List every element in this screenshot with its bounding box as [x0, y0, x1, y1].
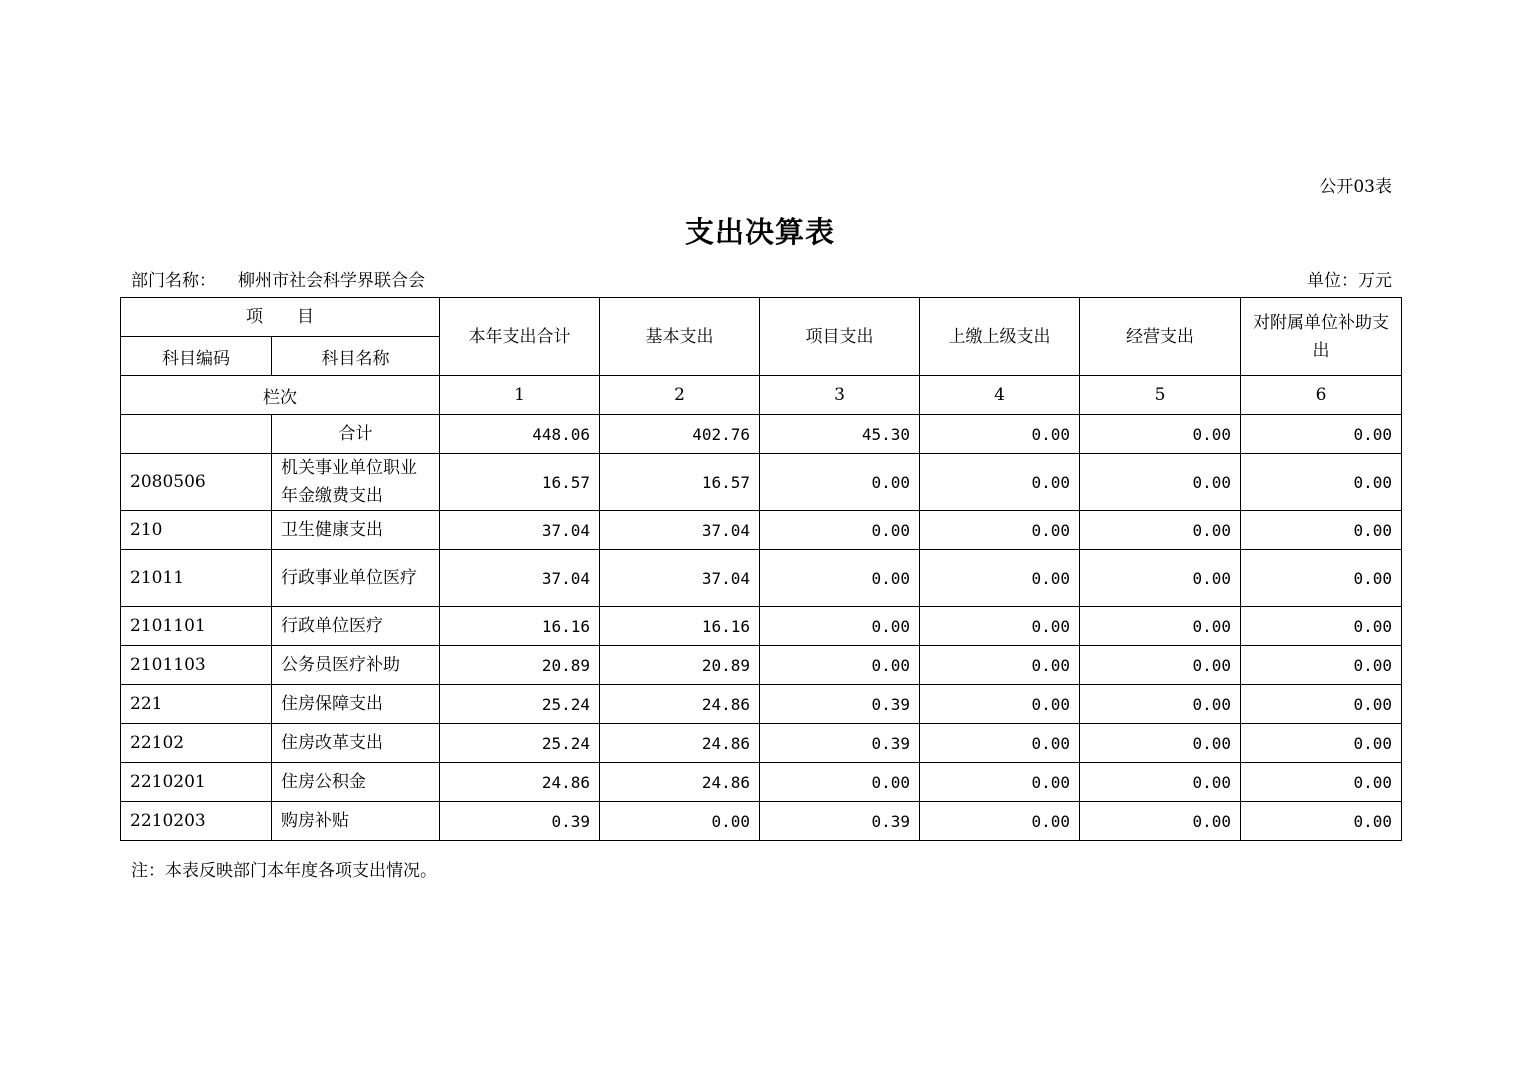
value-cell: 0.00 [1080, 511, 1241, 550]
header-project: 项目支出 [760, 298, 920, 376]
value-cell: 0.00 [1080, 415, 1241, 454]
value-cell: 0.39 [440, 802, 600, 841]
value-cell: 0.00 [1241, 685, 1402, 724]
subject-name: 机关事业单位职业年金缴费支出 [272, 454, 440, 511]
value-cell: 0.00 [1241, 415, 1402, 454]
value-cell: 0.00 [1080, 763, 1241, 802]
value-cell: 20.89 [440, 646, 600, 685]
table-row [121, 646, 1402, 685]
value-cell: 0.00 [920, 511, 1080, 550]
value-cell: 0.00 [1241, 550, 1402, 607]
subject-code: 2210201 [121, 763, 272, 802]
value-cell: 0.39 [760, 802, 920, 841]
seq-cell: 5 [1080, 376, 1241, 415]
header-upper: 上缴上级支出 [920, 298, 1080, 376]
value-cell: 37.04 [600, 511, 760, 550]
value-cell: 0.00 [1080, 550, 1241, 607]
value-cell: 25.24 [440, 724, 600, 763]
department-value: 柳州市社会科学界联合会 [238, 271, 425, 291]
value-cell: 0.39 [760, 685, 920, 724]
value-cell: 0.00 [1241, 607, 1402, 646]
table-row [121, 724, 1402, 763]
page-title: 支出决算表 [684, 215, 835, 249]
value-cell: 0.00 [1241, 511, 1402, 550]
subject-name: 住房公积金 [272, 763, 440, 802]
value-cell: 24.86 [600, 685, 760, 724]
value-cell: 45.30 [760, 415, 920, 454]
form-code: 公开03表 [1319, 177, 1392, 197]
header-row-top [121, 298, 1402, 337]
value-cell: 0.00 [1080, 802, 1241, 841]
department-line [131, 266, 425, 291]
subject-name: 公务员医疗补助 [272, 646, 440, 685]
header-subsidy: 对附属单位补助支出 [1241, 298, 1402, 376]
subject-name: 行政单位医疗 [272, 607, 440, 646]
value-cell: 37.04 [440, 550, 600, 607]
subject-name: 合计 [272, 415, 440, 454]
value-cell: 0.00 [760, 511, 920, 550]
expenditure-table [120, 297, 1402, 841]
value-cell: 0.00 [1241, 724, 1402, 763]
value-cell: 0.00 [1080, 724, 1241, 763]
table-row [121, 763, 1402, 802]
value-cell: 0.00 [920, 685, 1080, 724]
value-cell: 0.39 [760, 724, 920, 763]
value-cell: 0.00 [760, 763, 920, 802]
value-cell: 0.00 [600, 802, 760, 841]
table-row [121, 802, 1402, 841]
value-cell: 0.00 [760, 646, 920, 685]
header-total: 本年支出合计 [440, 298, 600, 376]
value-cell: 16.57 [440, 454, 600, 511]
value-cell: 0.00 [920, 454, 1080, 511]
subject-code: 2101103 [121, 646, 272, 685]
table-row [121, 550, 1402, 607]
subject-code: 2101101 [121, 607, 272, 646]
subject-name: 住房保障支出 [272, 685, 440, 724]
value-cell: 24.86 [440, 763, 600, 802]
value-cell: 0.00 [920, 763, 1080, 802]
subject-name: 卫生健康支出 [272, 511, 440, 550]
value-cell: 37.04 [440, 511, 600, 550]
value-cell: 0.00 [920, 415, 1080, 454]
unit-label: 单位：万元 [1307, 271, 1392, 291]
value-cell: 0.00 [760, 550, 920, 607]
seq-cell: 3 [760, 376, 920, 415]
table-row [121, 454, 1402, 511]
value-cell: 402.76 [600, 415, 760, 454]
subject-code: 210 [121, 511, 272, 550]
subject-code [121, 415, 272, 454]
subject-code: 2210203 [121, 802, 272, 841]
value-cell: 37.04 [600, 550, 760, 607]
value-cell: 0.00 [760, 454, 920, 511]
value-cell: 16.16 [440, 607, 600, 646]
seq-cell: 4 [920, 376, 1080, 415]
seq-cell: 1 [440, 376, 600, 415]
table-row [121, 415, 1402, 454]
value-cell: 0.00 [1241, 646, 1402, 685]
value-cell: 0.00 [1241, 454, 1402, 511]
table-note: 注：本表反映部门本年度各项支出情况。 [131, 861, 437, 881]
value-cell: 448.06 [440, 415, 600, 454]
header-subject-code: 科目编码 [121, 337, 272, 376]
value-cell: 0.00 [1080, 646, 1241, 685]
value-cell: 0.00 [920, 607, 1080, 646]
value-cell: 24.86 [600, 724, 760, 763]
value-cell: 0.00 [920, 646, 1080, 685]
seq-label: 栏次 [121, 376, 440, 415]
seq-cell: 6 [1241, 376, 1402, 415]
table-row [121, 685, 1402, 724]
value-cell: 0.00 [1241, 763, 1402, 802]
value-cell: 25.24 [440, 685, 600, 724]
header-basic: 基本支出 [600, 298, 760, 376]
subject-code: 22102 [121, 724, 272, 763]
seq-row [121, 376, 1402, 415]
value-cell: 0.00 [920, 724, 1080, 763]
header-subject-name: 科目名称 [272, 337, 440, 376]
value-cell: 16.57 [600, 454, 760, 511]
value-cell: 0.00 [760, 607, 920, 646]
header-item: 项 目 [121, 298, 440, 337]
value-cell: 0.00 [920, 802, 1080, 841]
subject-code: 2080506 [121, 454, 272, 511]
value-cell: 0.00 [1080, 454, 1241, 511]
table-row [121, 607, 1402, 646]
department-label: 部门名称： [131, 271, 216, 291]
subject-code: 21011 [121, 550, 272, 607]
value-cell: 0.00 [1080, 607, 1241, 646]
subject-name: 住房改革支出 [272, 724, 440, 763]
value-cell: 0.00 [1241, 802, 1402, 841]
subject-name: 行政事业单位医疗 [272, 550, 440, 607]
value-cell: 0.00 [1080, 685, 1241, 724]
seq-cell: 2 [600, 376, 760, 415]
subject-name: 购房补贴 [272, 802, 440, 841]
value-cell: 20.89 [600, 646, 760, 685]
subject-code: 221 [121, 685, 272, 724]
header-business: 经营支出 [1080, 298, 1241, 376]
value-cell: 0.00 [920, 550, 1080, 607]
value-cell: 16.16 [600, 607, 760, 646]
table-row [121, 511, 1402, 550]
value-cell: 24.86 [600, 763, 760, 802]
